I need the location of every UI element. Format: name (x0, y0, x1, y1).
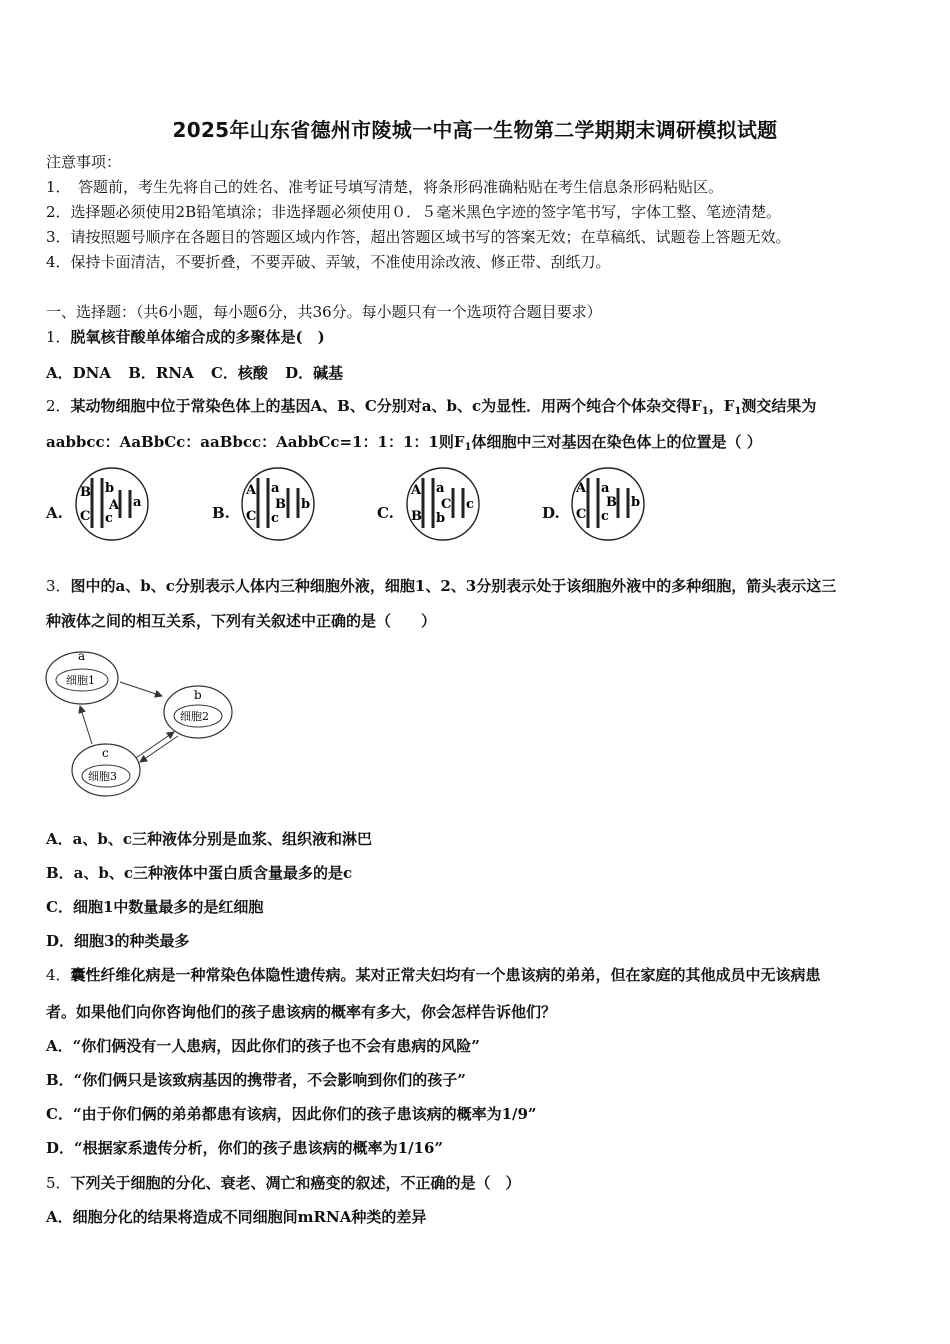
question-3-line2: 种液体之间的相互关系，下列有关叙述中正确的是（ ） (46, 612, 437, 630)
arrow-c-to-a (80, 706, 92, 744)
question-number: 2． (46, 397, 71, 415)
gene-label: B (80, 485, 91, 500)
gene-label: C (441, 497, 452, 512)
question-3 (46, 576, 836, 596)
q1-options (46, 362, 355, 383)
gene-label: b (105, 481, 115, 496)
gene-label: c (466, 497, 474, 512)
q4-option-a: A．“你们俩没有一人患病，因此你们的孩子也不会有患病的风险” (46, 1037, 480, 1055)
gene-label: c (105, 511, 113, 526)
chromosome-cell-diagram (405, 466, 481, 542)
body-fluid-diagram (40, 642, 240, 806)
gene-label: a (436, 481, 445, 496)
question-2 (46, 396, 816, 422)
gene-label: B (606, 495, 617, 510)
notice-heading: 注意事项： (46, 153, 122, 171)
question-number: 1． (46, 328, 71, 346)
question-stem: 下列关于细胞的分化、衰老、凋亡和癌变的叙述，不正确的是（ ） (70, 1174, 521, 1192)
gene-label: c (271, 511, 279, 526)
notice-item-1: 1． 答题前，考生先将自己的姓名、准考证号填写清楚，将条形码准确粘贴在考生信息条形码粘贴区。 (46, 178, 724, 196)
question-stem-line2-part1: aabbcc：AaBbCc：aaBbcc：AabbCc=1：1：1：1则F (46, 433, 465, 451)
fluid-c-label: c (102, 746, 109, 760)
cell-1-label: 细胞1 (66, 674, 95, 687)
arrow-b-to-c (140, 736, 178, 762)
notice-item-2: 2．选择题必须使用2B铅笔填涂；非选择题必须使用０．５毫米黑色字迹的签字笔书写，字体工整、笔迹清楚。 (46, 203, 782, 221)
question-stem-part2: ，F (708, 397, 735, 415)
question-stem: 脱氧核苷酸单体缩合成的多聚体是( ) (70, 328, 325, 346)
gene-label: A (109, 498, 120, 513)
gene-label: b (631, 495, 641, 510)
question-number: 4． (46, 966, 71, 984)
gene-label: C (576, 507, 587, 522)
gene-label: A (246, 483, 257, 498)
question-1 (46, 327, 325, 347)
arrow-c-to-b (136, 732, 174, 758)
gene-label: A (576, 481, 587, 496)
gene-label: C (80, 509, 91, 524)
q3-option-b: B．a、b、c三种液体中蛋白质含量最多的是c (46, 864, 353, 882)
chromosome-cell-diagram (570, 466, 646, 542)
cell-2-label: 细胞2 (180, 710, 209, 723)
cell-3-label: 细胞3 (88, 770, 117, 783)
question-4 (46, 965, 821, 985)
question-5 (46, 1173, 521, 1193)
fluid-b-label: b (194, 688, 202, 702)
chromosome-cell-diagram (74, 466, 150, 542)
gene-label: a (601, 481, 610, 496)
arrow-a-to-b (120, 682, 162, 696)
question-number: 3． (46, 577, 71, 595)
q4-option-d: D．“根据家系遗传分析，你们的孩子患该病的概率为1/16” (46, 1139, 444, 1157)
q1-option-c: C．核酸 (210, 364, 268, 382)
question-stem-line2-part2: 体细胞中三对基因在染色体上的位置是（ ） (471, 433, 762, 451)
gene-label: C (246, 509, 257, 524)
option-letter: A. (46, 504, 63, 522)
q3-option-a: A．a、b、c三种液体分别是血浆、组织液和淋巴 (46, 830, 372, 848)
option-letter: D. (542, 504, 560, 522)
page-title: 2025年山东省德州市陵城一中高一生物第二学期期末调研模拟试题 (172, 118, 778, 142)
option-letter: C. (377, 504, 394, 522)
fluid-a-label: a (78, 649, 86, 663)
gene-label: a (271, 481, 280, 496)
q1-option-d: D．碱基 (285, 364, 344, 382)
gene-label: B (411, 509, 422, 524)
q1-option-a: A．DNA (46, 364, 111, 382)
question-2-line2 (46, 432, 762, 458)
gene-label: b (436, 511, 446, 526)
gene-label: a (133, 495, 142, 510)
subscript: 1 (464, 442, 472, 453)
section-heading: 一、选择题：（共6小题，每小题6分，共36分。每小题只有一个选项符合题目要求） (46, 303, 602, 321)
question-number: 5． (46, 1174, 71, 1192)
notice-item-3: 3．请按照题号顺序在各题目的答题区域内作答，超出答题区域书写的答案无效；在草稿纸、试题卷上答题无效。 (46, 228, 791, 246)
q4-option-b: B．“你们俩只是该致病基因的携带者，不会影响到你们的孩子” (46, 1071, 466, 1089)
q5-option-a: A．细胞分化的结果将造成不同细胞间mRNA种类的差异 (46, 1208, 427, 1226)
notice-item-4: 4．保持卡面清洁，不要折叠，不要弄破、弄皱，不准使用涂改液、修正带、刮纸刀。 (46, 253, 611, 271)
gene-label: B (275, 497, 286, 512)
option-letter: B. (212, 504, 230, 522)
subscript: 1 (734, 406, 742, 417)
q4-option-c: C．“由于你们俩的弟弟都患有该病，因此你们的孩子患该病的概率为1/9” (46, 1105, 537, 1123)
q3-option-d: D．细胞3的种类最多 (46, 932, 190, 950)
q1-option-b: B．RNA (128, 364, 194, 382)
gene-label: b (301, 497, 311, 512)
subscript: 1 (701, 406, 709, 417)
question-stem-part1: 某动物细胞中位于常染色体上的基因A、B、C分别对a、b、c为显性．用两个纯合个体杂交得F (70, 397, 702, 415)
q3-option-c: C．细胞1中数量最多的是红细胞 (46, 898, 264, 916)
gene-label: A (411, 483, 422, 498)
gene-label: c (601, 509, 609, 524)
question-stem-line1: 图中的a、b、c分别表示人体内三种细胞外液，细胞1、2、3分别表示处于该细胞外液中的多种细胞，箭头表示这三 (70, 577, 837, 595)
chromosome-cell-diagram (240, 466, 316, 542)
fluid-relationship-diagram (40, 642, 240, 802)
question-stem-line1: 囊性纤维化病是一种常染色体隐性遗传病。某对正常夫妇均有一个患该病的弟弟，但在家庭的其他成员中无该病患 (70, 966, 821, 984)
question-stem-part3: 测交结果为 (741, 397, 817, 415)
question-4-line2: 者。如果他们向你咨询他们的孩子患该病的概率有多大，你会怎样告诉他们？ (46, 1003, 557, 1021)
